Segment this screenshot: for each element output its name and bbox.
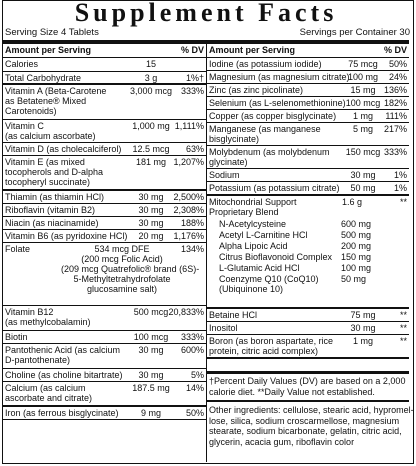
nutrient-amount: 12.5 mcg [132, 144, 170, 154]
nutrient-name: Total Carbohydrate [5, 73, 82, 83]
nutrient-name: Vitamin D (as cholecalciferol) [5, 144, 122, 154]
table-row [3, 382, 206, 407]
table-row [207, 71, 409, 84]
nutrient-dv: ** [399, 323, 407, 333]
nutrient-name: Copper (as copper bisglycinate) [209, 111, 337, 121]
nutrient-dv: 1% [393, 170, 407, 180]
nutrient-amount: 30 mg [138, 370, 164, 380]
table-row [3, 85, 206, 120]
nutrient-dv: 333% [180, 86, 204, 96]
nutrient-amount: 187.5 mg [132, 383, 170, 393]
nutrient-name: Vitamin E (as mixed tocopherols and D-alpha tocopheryl succinate) [5, 157, 104, 188]
nutrient-dv: 50% [388, 59, 407, 69]
table-row [3, 243, 206, 306]
nutrient-dv: 2,308% [173, 205, 204, 215]
nutrient-amount: 3,000 mcg [129, 86, 173, 96]
table-header-right: Amount per Serving % DV [207, 44, 409, 58]
nutrient-name: Riboflavin (vitamin B2) [5, 205, 96, 215]
table-row [3, 191, 206, 204]
nutrient-dv: 2,500% [173, 192, 204, 202]
nutrient-dv: 14% [185, 383, 204, 393]
nutrient-dv: 1,207% [173, 157, 204, 167]
nutrient-amount: 5 mg [352, 124, 373, 134]
nutrient-amount: 75 mcg [348, 59, 378, 69]
servings-per-container: Servings per Container 30 [299, 27, 410, 38]
table-header-left: Amount per Serving % DV [3, 44, 206, 58]
nutrient-dv: 63% [185, 144, 204, 154]
nutrient-name: Biotin [5, 332, 28, 342]
nutrient-dv: 20,833% [168, 307, 204, 317]
nutrient-amount: 75 mg [350, 310, 376, 320]
nutrient-name: Potassium (as potassium citrate) [209, 183, 340, 193]
nutrient-amount: 15 [145, 59, 156, 69]
nutrient-amount: 30 mg [138, 205, 164, 215]
table-row [207, 169, 409, 182]
serving-size: Serving Size 4 Tablets [5, 27, 99, 38]
nutrient-amount: 30 mg [138, 218, 164, 228]
nutrient-name: Calcium (as calcium ascorbate and citrate) [5, 383, 93, 404]
nutrient-name: Choline (as choline bitartrate) [5, 370, 123, 380]
nutrient-amount: 500 mcg [133, 307, 169, 317]
nutrient-amount: 100 mcg [345, 98, 381, 108]
table-row [3, 143, 206, 156]
nutrient-amount: 534 mcg DFE (200 mcg Folic Acid) (209 mcg Quatrefolic® brand (6S)- 5-Methyltetrahydrofolate glucosamine salt) [61, 244, 200, 295]
nutrient-amount: 1 mg [352, 111, 373, 121]
nutrient-name: Vitamin A (Beta-Carotene as Betatene® Mixed Carotenoids) [5, 86, 107, 117]
proprietary-blend: Mitochondrial Support 1.6 g ** Proprietary Blend N-Acetylcysteine 600 mg Acetyl L-Carnitine HCl 500 mg Alpha Lipoic Acid 200 mg Citrus Bioflavonoid Complex 150 mg L-Glutamic Acid HCl 100 mg Coenzyme Q10 (CoQ10) (Ubiquinone 10) 50 mg [207, 196, 409, 309]
nutrient-amount: 100 mcg [133, 332, 169, 342]
nutrient-name: Magnesium (as magnesium citrate) [209, 72, 350, 82]
nutrient-dv: 134% [180, 244, 204, 254]
nutrient-dv: 217% [383, 124, 407, 134]
nutrient-dv: 333% [383, 147, 407, 157]
nutrient-dv: 600% [180, 345, 204, 355]
nutrient-dv: 1,176% [173, 231, 204, 241]
table-row [3, 369, 206, 382]
nutrient-name: Iron (as ferrous bisglycinate) [5, 408, 119, 418]
nutrient-dv: 188% [180, 218, 204, 228]
nutrient-amount: 30 mg [350, 323, 376, 333]
nutrient-amount: 30 mg [138, 192, 164, 202]
blend-item-amount: 50 mg [341, 274, 367, 284]
table-row [207, 309, 409, 322]
nutrient-amount: 9 mg [140, 408, 161, 418]
nutrient-name: Manganese (as manganese bisglycinate) [209, 124, 321, 145]
nutrient-name: Folate [5, 244, 31, 254]
nutrient-amount: 30 mg [350, 170, 376, 180]
nutrient-name: Selenium (as L-selenomethionine) [209, 98, 346, 108]
nutrient-amount: 50 mg [350, 183, 376, 193]
nutrient-amount: 3 g [144, 73, 158, 83]
table-row [207, 123, 409, 146]
nutrient-dv: 111% [385, 111, 407, 121]
nutrient-name: Molybdenum (as molybdenum glycinate) [209, 147, 330, 168]
footnote: †Percent Daily Values (DV) are based on a 2,000 calorie diet. **Daily Value not established. [207, 374, 409, 402]
right-column [207, 44, 414, 450]
table-row [207, 335, 409, 359]
nutrient-amount: 181 mg [135, 157, 167, 167]
blend-item-name: Coenzyme Q10 (CoQ10) (Ubiquinone 10) [219, 274, 319, 295]
other-ingredients: Other ingredients: cellulose, stearic acid, hypromel- lose, silica, sodium croscarmellose, magnesium stearate, sodium bicarbonate, gelatin, citric acid, glycerin, acacia gum, riboflavin color [209, 405, 414, 447]
blend-item-amount: 600 mg [341, 219, 372, 229]
nutrient-name: Pantothenic Acid (as calcium D-pantothenate) [5, 345, 121, 366]
nutrient-name: Zinc (as zinc picolinate) [209, 85, 304, 95]
nutrient-dv: 1%† [185, 73, 204, 83]
blend-item-amount: 200 mg [341, 241, 372, 251]
table-row [3, 331, 206, 344]
table-row [3, 204, 206, 217]
nutrient-dv: ** [399, 310, 407, 320]
table-row [207, 146, 409, 169]
blend-item-name: L-Glutamic Acid HCl [219, 263, 300, 273]
blend-item-name: N-Acetylcysteine [219, 219, 287, 229]
nutrient-name: Inositol [209, 323, 238, 333]
nutrient-amount: 1 mg [352, 336, 373, 346]
table-row [207, 110, 409, 123]
table-row [3, 407, 206, 420]
blend-item-amount: 500 mg [341, 230, 372, 240]
nutrient-dv: 1% [393, 183, 407, 193]
nutrient-name: Betaine HCl [209, 310, 258, 320]
table-row [3, 344, 206, 369]
nutrient-dv: 5% [190, 370, 204, 380]
nutrient-name: Boron (as boron aspartate, rice protein, citric acid complex) [209, 336, 334, 357]
blend-item-amount: 150 mg [341, 252, 372, 262]
blend-item-name: Citrus Bioflavonoid Complex [219, 252, 333, 262]
nutrient-name: Niacin (as niacinamide) [5, 218, 99, 228]
nutrient-dv: 1,111% [174, 121, 204, 131]
table-row [3, 306, 206, 331]
nutrient-amount: 150 mcg [345, 147, 381, 157]
panel-title: Supplement Facts [74, 0, 338, 27]
nutrient-amount: 30 mg [138, 345, 164, 355]
table-row [3, 217, 206, 230]
nutrient-name: Vitamin C (as calcium ascorbate) [5, 121, 96, 142]
nutrient-name: Vitamin B6 (as pyridoxine HCl) [5, 231, 128, 241]
table-row [207, 58, 409, 71]
table-row [3, 58, 206, 72]
nutrient-amount: 20 mg [138, 231, 164, 241]
table-row [3, 72, 206, 85]
blend-item-name: Acetyl L-Carnitine HCl [219, 230, 308, 240]
nutrient-dv: 24% [388, 72, 407, 82]
table-row [3, 156, 206, 191]
blend-item-amount: 100 mg [341, 263, 372, 273]
nutrient-dv: 136% [383, 85, 407, 95]
left-column [3, 44, 206, 420]
table-row [207, 322, 409, 335]
nutrient-name: Calories [5, 59, 39, 69]
nutrient-name: Sodium [209, 170, 240, 180]
blend-item-name: Alpha Lipoic Acid [219, 241, 288, 251]
nutrient-amount: 100 mg [347, 72, 379, 82]
nutrient-name: Iodine (as potassium iodide) [209, 59, 322, 69]
table-row [207, 97, 409, 110]
table-row [3, 230, 206, 243]
table-row [3, 120, 206, 143]
table-row [207, 84, 409, 97]
nutrient-dv: ** [399, 336, 407, 346]
nutrient-dv: 182% [383, 98, 407, 108]
nutrient-amount: 1,000 mg [132, 121, 170, 131]
nutrient-dv: 333% [180, 332, 204, 342]
nutrient-dv: 50% [185, 408, 204, 418]
nutrient-name: Vitamin B12 (as methylcobalamin) [5, 307, 91, 328]
nutrient-amount: 15 mg [350, 85, 376, 95]
table-row [207, 182, 409, 196]
nutrient-name: Thiamin (as thiamin HCl) [5, 192, 105, 202]
